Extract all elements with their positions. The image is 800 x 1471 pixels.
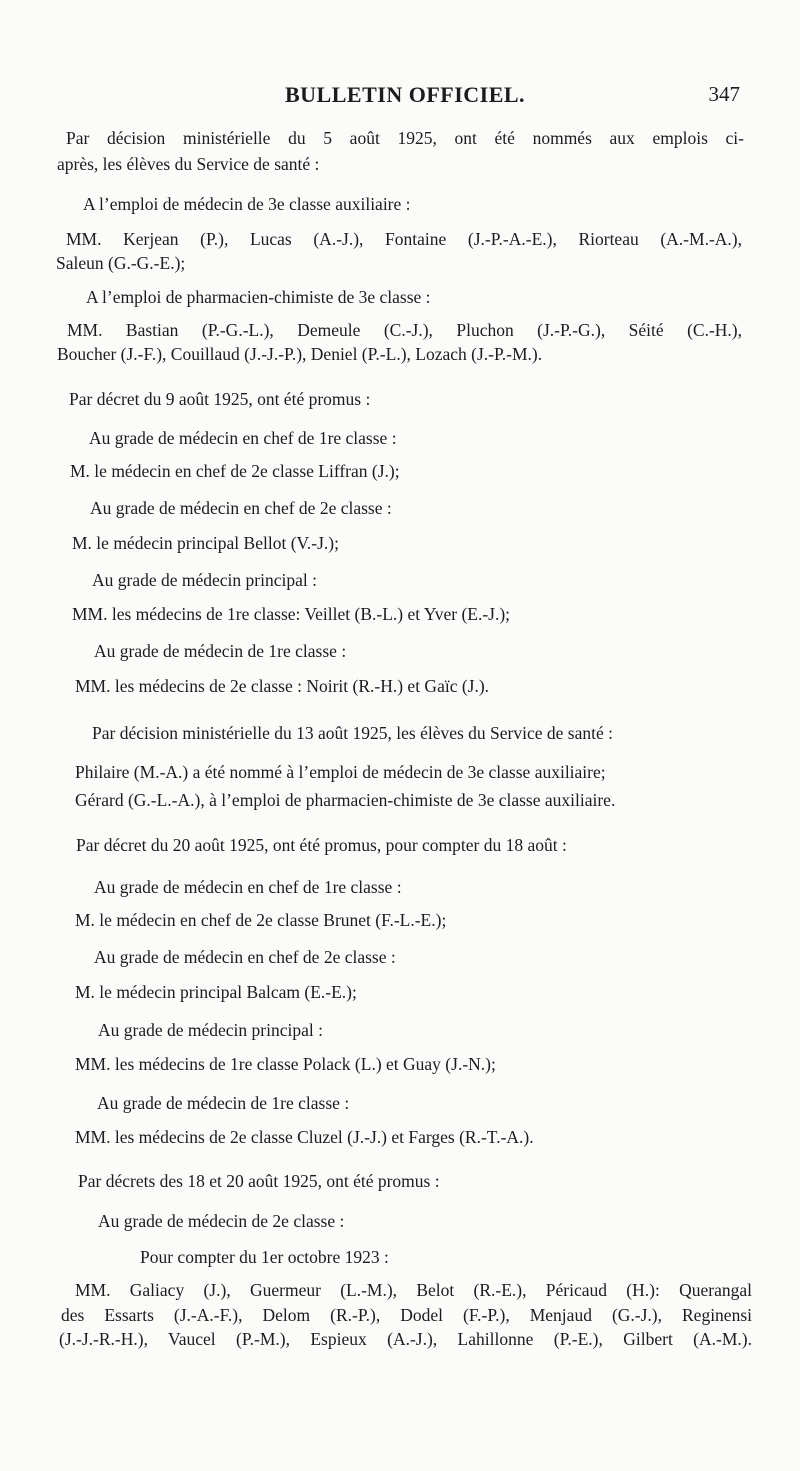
text-line: M. le médecin principal Balcam (E.-E.); — [75, 982, 357, 1002]
text-line: MM. les médecins de 1re classe: Veillet (B.-L.) et Yver (E.-J.); — [72, 604, 511, 624]
text-line: M. le médecin en chef de 2e classe Liffran (J.); — [70, 461, 400, 481]
text-line: Pour compter du 1er octobre 1923 : — [140, 1247, 389, 1267]
page-number: 347 — [708, 82, 740, 106]
text-line: Saleun (G.-G.-E.); — [56, 253, 186, 273]
text-line: Par décrets des 18 et 20 août 1925, ont été promus : — [78, 1171, 440, 1191]
text-line: Par décret du 20 août 1925, ont été promus, pour compter du 18 août : — [76, 835, 567, 855]
text-line: Au grade de médecin de 1re classe : — [94, 641, 347, 661]
text-line: MM. les médecins de 2e classe : Noirit (R.-H.) et Gaïc (J.). — [75, 676, 490, 696]
text-line: MM. Kerjean (P.), Lucas (A.-J.), Fontaine (J.-P.-A.-E.), Riorteau (A.-M.-A.), — [66, 229, 742, 249]
text-line: M. le médecin en chef de 2e classe Brunet (F.-L.-E.); — [75, 910, 447, 930]
text-line: Philaire (M.-A.) a été nommé à l’emploi de médecin de 3e classe auxiliaire; — [75, 762, 606, 782]
text-line: Par décision ministérielle du 13 août 1925, les élèves du Service de santé : — [92, 723, 613, 743]
text-line: MM. les médecins de 2e classe Cluzel (J.-J.) et Farges (R.-T.-A.). — [75, 1127, 534, 1147]
text-line: Au grade de médecin en chef de 1re classe : — [94, 877, 402, 897]
text-line: Par décision ministérielle du 5 août 1925, ont été nommés aux emplois ci- — [66, 128, 744, 148]
text-line: MM. Galiacy (J.), Guermeur (L.-M.), Belot (R.-E.), Péricaud (H.): Querangal — [75, 1280, 752, 1300]
text-line: Au grade de médecin en chef de 2e classe : — [90, 498, 392, 518]
text-line: M. le médecin principal Bellot (V.-J.); — [72, 533, 339, 553]
text-line: Au grade de médecin de 1re classe : — [97, 1093, 350, 1113]
text-line: Au grade de médecin de 2e classe : — [98, 1211, 345, 1231]
text-line: MM. Bastian (P.-G.-L.), Demeule (C.-J.), Pluchon (J.-P.-G.), Séité (C.-H.), — [67, 320, 742, 340]
text-line: Gérard (G.-L.-A.), à l’emploi de pharmacien-chimiste de 3e classe auxiliaire. — [75, 790, 616, 810]
text-line: A l’emploi de pharmacien-chimiste de 3e classe : — [86, 287, 431, 307]
text-line: A l’emploi de médecin de 3e classe auxiliaire : — [83, 194, 411, 214]
text-line: après, les élèves du Service de santé : — [57, 154, 320, 174]
text-line: Boucher (J.-F.), Couillaud (J.-J.-P.), Deniel (P.-L.), Lozach (J.-P.-M.). — [57, 344, 543, 364]
text-line: Au grade de médecin en chef de 2e classe : — [94, 947, 396, 967]
text-line: (J.-J.-R.-H.), Vaucel (P.-M.), Espieux (A.-J.), Lahillonne (P.-E.), Gilbert (A.-M.). — [59, 1329, 752, 1349]
text-line: MM. les médecins de 1re classe Polack (L.) et Guay (J.-N.); — [75, 1054, 496, 1074]
bulletin-title: BULLETIN OFFICIEL. — [285, 82, 526, 107]
text-line: Au grade de médecin en chef de 1re classe : — [89, 428, 397, 448]
page-header — [60, 82, 740, 116]
text-line: des Essarts (J.-A.-F.), Delom (R.-P.), Dodel (F.-P.), Menjaud (G.-J.), Reginensi — [61, 1305, 752, 1325]
text-line: Au grade de médecin principal : — [92, 570, 317, 590]
text-line: Au grade de médecin principal : — [98, 1020, 323, 1040]
text-line: Par décret du 9 août 1925, ont été promus : — [69, 389, 371, 409]
